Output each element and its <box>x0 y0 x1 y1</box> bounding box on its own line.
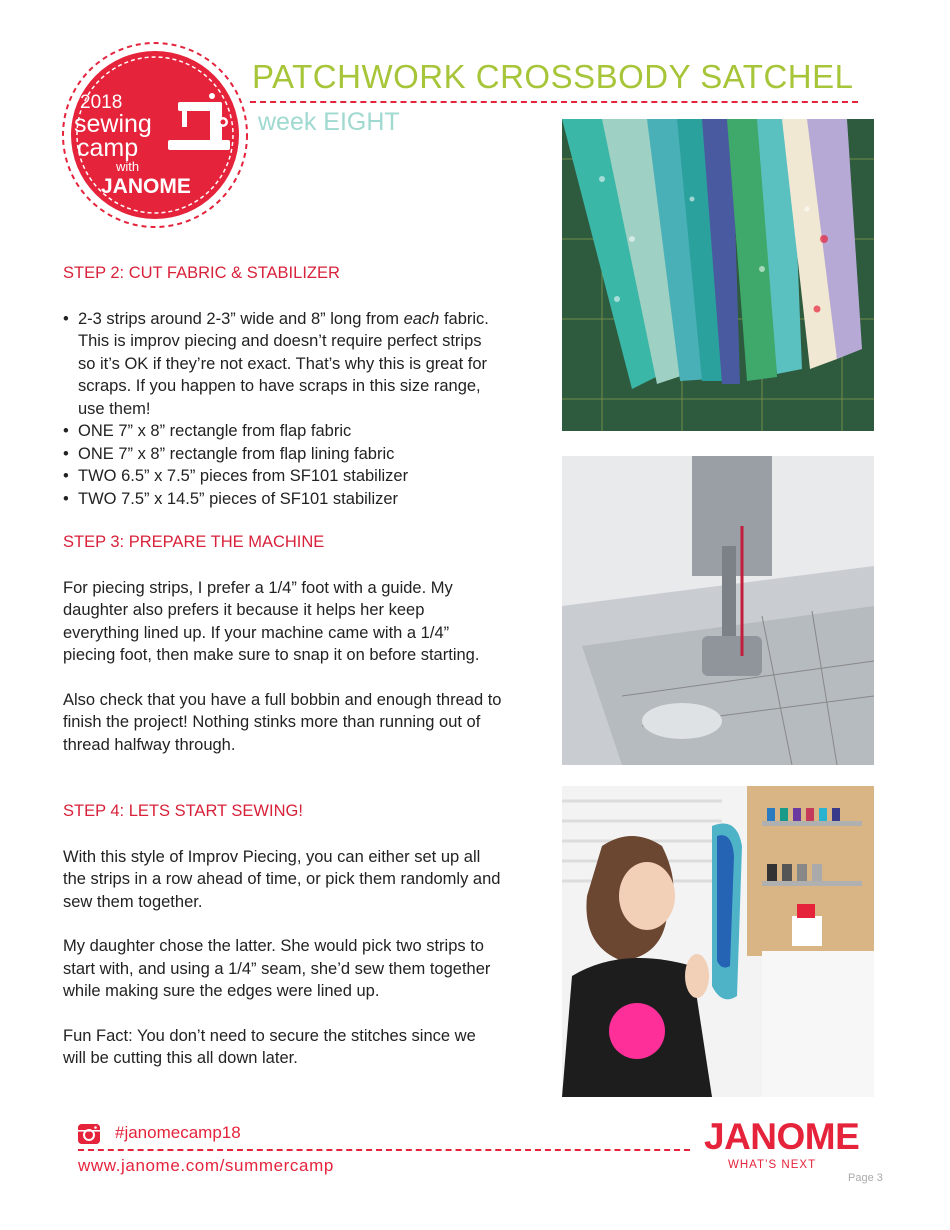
janome-logo: JANOME <box>704 1116 860 1157</box>
list-item: • TWO 7.5” x 14.5” pieces of SF101 stabilizer <box>63 488 503 511</box>
logo-line1: sewing <box>74 110 152 138</box>
step3-heading: STEP 3: PREPARE THE MACHINE <box>63 533 325 551</box>
title-divider <box>250 101 858 103</box>
hashtag-text: #janomecamp18 <box>115 1123 241 1142</box>
footer-divider <box>78 1149 690 1151</box>
sewing-machine-photo <box>562 456 874 765</box>
list-item: • 2-3 strips around 2-3” wide and 8” long from each fabric. This is improv piecing and doesn’t require perfect strips so it’s OK if they’re not exact. That’s why this is great for scraps. If you happen to have scraps in this size range, use them! <box>63 308 503 421</box>
girl-sewing-photo <box>562 786 874 1097</box>
list-item: • ONE 7” x 8” rectangle from flap fabric <box>63 420 503 443</box>
step2-heading: STEP 2: CUT FABRIC & STABILIZER <box>63 264 340 282</box>
list-item: • TWO 6.5” x 7.5” pieces from SF101 stabilizer <box>63 465 503 488</box>
janome-tagline: WHAT’S NEXT <box>728 1159 817 1171</box>
footer-url-link[interactable]: www.janome.com/summercamp <box>78 1156 334 1175</box>
sewing-camp-logo <box>60 40 250 230</box>
step4-paragraph: My daughter chose the latter. She would pick two strips to start with, and using a 1/4” seam, she’d sew them together while making sure the edges were lined up. <box>63 937 491 1000</box>
step4-heading: STEP 4: LETS START SEWING! <box>63 802 303 820</box>
page-number: Page 3 <box>848 1172 883 1184</box>
logo-line3: with <box>116 159 140 174</box>
step4-section <box>63 800 503 1070</box>
instagram-icon <box>78 1124 100 1144</box>
step3-section <box>63 531 503 756</box>
list-item: • ONE 7” x 8” rectangle from flap lining fabric <box>63 443 503 466</box>
page-subtitle: week EIGHT <box>258 108 400 136</box>
page-title: PATCHWORK CROSSBODY SATCHEL <box>252 58 854 95</box>
step3-paragraph: Also check that you have a full bobbin and enough thread to finish the project! Nothing stinks more than running out of thread halfway through. <box>63 690 502 754</box>
step3-paragraph: For piecing strips, I prefer a 1/4” foot with a guide. My daughter also prefers it because it helps her keep everything lined up. If your machine came with a 1/4” piecing foot, then make sure to snap it on before starting. <box>63 578 480 664</box>
logo-brand: JANOME <box>101 175 191 198</box>
logo-line2: camp <box>77 134 139 162</box>
step4-paragraph: Fun Fact: You don’t need to secure the stitches since we will be cutting this all down later. <box>63 1026 476 1067</box>
step2-section <box>63 262 503 510</box>
step4-paragraph: With this style of Improv Piecing, you can either set up all the strips in a row ahead of time, or pick them randomly and sew them together. <box>63 847 501 911</box>
logo-year: 2018 <box>80 92 123 113</box>
step2-list <box>63 308 503 511</box>
fabric-strips-photo <box>562 119 874 431</box>
